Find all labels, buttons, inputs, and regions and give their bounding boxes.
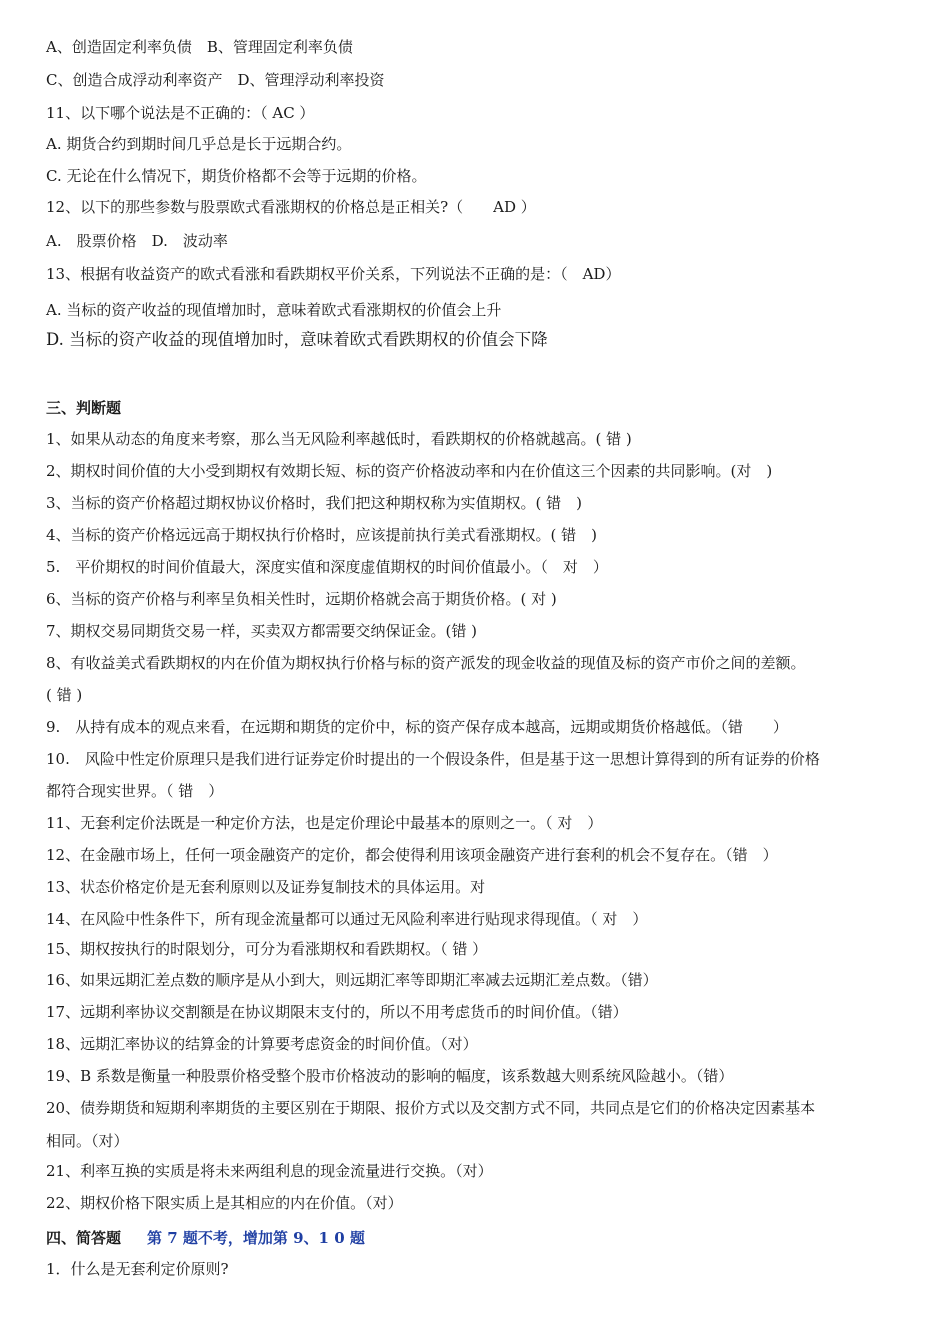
judgement-item: 相同。（对）: [46, 1132, 129, 1150]
judgement-item: 21、利率互换的实质是将未来两组利息的现金流量进行交换。（对）: [46, 1162, 493, 1180]
judgement-item: 17、远期利率协议交割额是在协议期限末支付的，所以不用考虑货币的时间价值。（错）: [46, 1003, 628, 1021]
judgement-item: 8、有收益美式看跌期权的内在价值为期权执行价格与标的资产派发的现金收益的现值及标的资产市价之间的差额。: [46, 654, 806, 672]
judgement-item: 4、当标的资产价格远远高于期权执行价格时，应该提前执行美式看涨期权。( 错 ): [46, 526, 598, 544]
judgement-item: 19、B 系数是衡量一种股票价格受整个股市价格波动的影响的幅度，该系数越大则系统风险越小。（错）: [46, 1067, 734, 1085]
judgement-item: 2、期权时间价值的大小受到期权有效期长短、标的资产价格波动率和内在价值这三个因素的共同影响。(对 ): [46, 462, 773, 480]
question-11-option-a: A. 期货合约到期时间几乎总是长于远期合约。: [46, 135, 352, 153]
judgement-item: 都符合现实世界。（ 错 ）: [46, 782, 224, 800]
judgement-item: 12、在金融市场上，任何一项金融资产的定价，都会使得利用该项金融资产进行套利的机会不复存在。（错 ）: [46, 846, 778, 864]
judgement-item: 15、期权按执行的时限划分，可分为看涨期权和看跌期权。（ 错 ）: [46, 940, 488, 958]
short-answer-question-1: 1．什么是无套利定价原则?: [46, 1260, 229, 1278]
judgement-item: 3、当标的资产价格超过期权协议价格时，我们把这种期权称为实值期权。( 错 ): [46, 494, 583, 512]
judgement-item: 18、远期汇率协议的结算金的计算要考虑资金的时间价值。（对）: [46, 1035, 478, 1053]
section-short-answer-title: 四、简答题: [46, 1229, 122, 1247]
question-11-option-c: C. 无论在什么情况下，期货价格都不会等于远期的价格。: [46, 167, 427, 185]
question-13-option-d: D. 当标的资产收益的现值增加时，意味着欧式看跌期权的价值会下降: [46, 330, 548, 349]
judgement-item: 11、无套利定价法既是一种定价方法，也是定价理论中最基本的原则之一。（ 对 ）: [46, 814, 603, 832]
question-11: 11、以下哪个说法是不正确的：（ AC ）: [46, 104, 315, 122]
question-10-options-cd: C、创造合成浮动利率资产 D、管理浮动利率投资: [46, 71, 385, 89]
judgement-item: 5. 平价期权的时间价值最大，深度实值和深度虚值期权的时间价值最小。（ 对 ）: [46, 558, 608, 576]
judgement-item: 10. 风险中性定价原理只是我们进行证券定价时提出的一个假设条件，但是基于这一思想计算得到的所有证券的价格: [46, 750, 820, 768]
question-12-options: A. 股票价格 D. 波动率: [46, 232, 228, 250]
exam-scope-note: 第 7 题不考，增加第 9、1 0 题: [147, 1229, 365, 1247]
judgement-item: 1、如果从动态的角度来考察，那么当无风险利率越低时，看跌期权的价格就越高。( 错 ): [46, 430, 632, 448]
question-13-option-a: A. 当标的资产收益的现值增加时，意味着欧式看涨期权的价值会上升: [46, 301, 502, 319]
question-12: 12、以下的那些参数与股票欧式看涨期权的价格总是正相关?（ AD ）: [46, 198, 536, 216]
judgement-item: 13、状态价格定价是无套利原则以及证券复制技术的具体运用。对: [46, 878, 486, 896]
judgement-item: 14、在风险中性条件下，所有现金流量都可以通过无风险利率进行贴现求得现值。（ 对 ）: [46, 910, 648, 928]
judgement-item: ( 错 ): [46, 686, 83, 704]
question-10-options-ab: A、创造固定利率负债 B、管理固定利率负债: [46, 38, 353, 56]
judgement-item: 6、当标的资产价格与利率呈负相关性时，远期价格就会高于期货价格。( 对 ): [46, 590, 557, 608]
section-judgement-title: 三、判断题: [46, 399, 122, 417]
judgement-item: 16、如果远期汇差点数的顺序是从小到大，则远期汇率等即期汇率减去远期汇差点数。（错）: [46, 971, 658, 989]
judgement-item: 20、债券期货和短期利率期货的主要区别在于期限、报价方式以及交割方式不同，共同点是它们的价格决定因素基本: [46, 1099, 816, 1117]
judgement-item: 7、期权交易同期货交易一样，买卖双方都需要交纳保证金。(错 ): [46, 622, 478, 640]
question-13: 13、根据有收益资产的欧式看涨和看跌期权平价关系，下列说法不正确的是：（ AD）: [46, 265, 621, 283]
section-short-answer-header: [46, 1228, 365, 1248]
judgement-item: 9. 从持有成本的观点来看，在远期和期货的定价中，标的资产保存成本越高，远期或期货价格越低。（错 ）: [46, 718, 788, 736]
judgement-item: 22、期权价格下限实质上是其相应的内在价值。（对）: [46, 1194, 403, 1212]
